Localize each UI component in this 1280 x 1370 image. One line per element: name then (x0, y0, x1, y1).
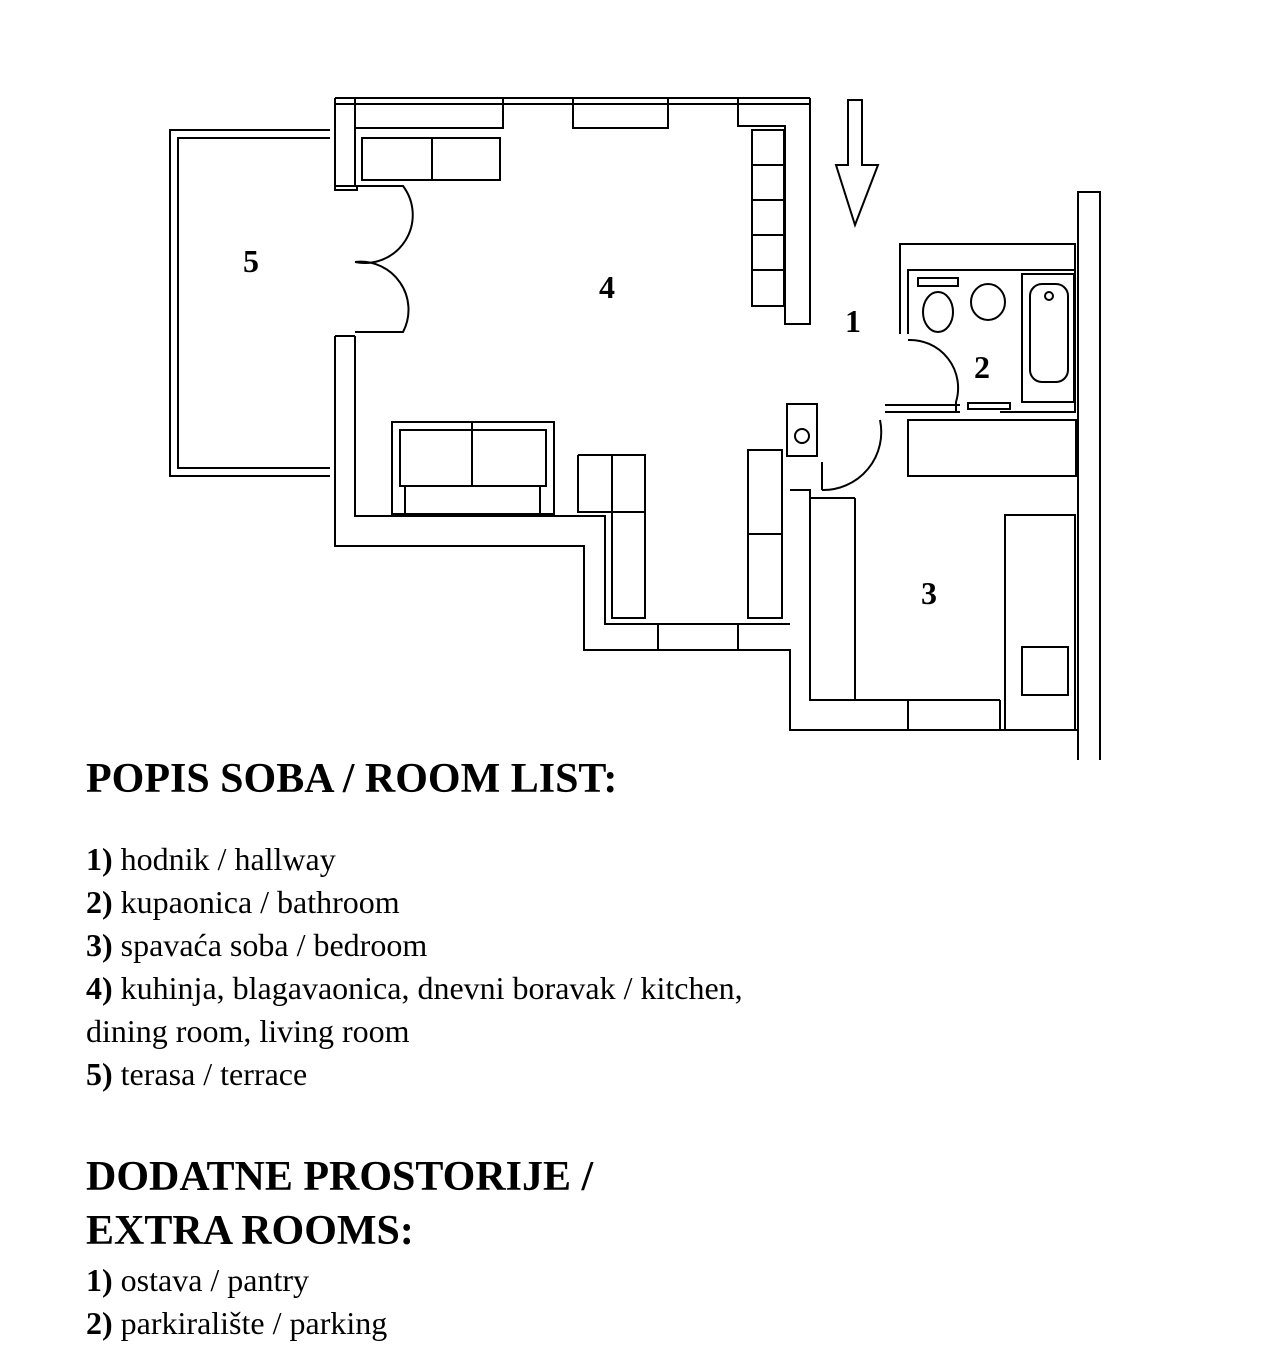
list-item (86, 1053, 743, 1096)
item-text: hodnik / hallway (120, 841, 336, 877)
item-number: 1) (86, 1262, 113, 1298)
list-item (86, 1302, 387, 1345)
item-text: ostava / pantry (120, 1262, 310, 1298)
terrace-door-top (355, 186, 413, 263)
left-wall-upper (335, 98, 355, 186)
room-list (86, 838, 743, 1096)
extra-rooms-list (86, 1259, 387, 1345)
sink-icon (971, 284, 1005, 320)
window-left (355, 98, 503, 128)
room-list-heading-block (86, 752, 617, 806)
item-number: 5) (86, 1056, 113, 1092)
room-number-2: 2 (974, 349, 990, 385)
bedroom-wardrobe (908, 420, 1076, 476)
item-text: kupaonica / bathroom (120, 884, 400, 920)
item-number: 2) (86, 884, 113, 920)
item-text: kuhinja, blagavaonica, dnevni boravak / kitchen, (120, 970, 743, 1006)
item-text: terasa / terrace (120, 1056, 308, 1092)
room-number-1: 1 (845, 303, 861, 339)
bath-mat (968, 403, 1010, 409)
list-item (86, 967, 743, 1010)
item-text: dining room, living room (86, 1013, 410, 1049)
left-wall-lower-inner (355, 336, 790, 624)
bed (1005, 515, 1075, 730)
extra-rooms-heading-line2: EXTRA ROOMS: (86, 1208, 414, 1254)
list-item (86, 924, 743, 967)
item-text: parkiralište / parking (120, 1305, 388, 1341)
list-item (86, 1259, 387, 1302)
window-bottom (658, 624, 738, 650)
list-item (86, 881, 743, 924)
item-text: spavaća soba / bedroom (120, 927, 428, 963)
bedroom-wall-left (790, 490, 1000, 700)
room-list-heading: POPIS SOBA / ROOM LIST: (86, 756, 618, 802)
extra-rooms-heading-line1: DODATNE PROSTORIJE / (86, 1154, 594, 1200)
toilet-tank (918, 278, 958, 286)
item-number: 1) (86, 841, 113, 877)
item-number: 3) (86, 927, 113, 963)
list-item-continuation (86, 1010, 743, 1053)
left-wall-lower (335, 336, 1078, 730)
left-wall-stub (335, 186, 357, 190)
bedroom-door (822, 420, 881, 490)
terrace-inner-outline (178, 138, 330, 468)
bathroom-door (908, 340, 958, 412)
toilet-icon (923, 292, 953, 332)
kitchen-counter-right (752, 130, 784, 306)
room-number-4: 4 (599, 269, 615, 305)
room-number-3: 3 (921, 575, 937, 611)
terrace-door-bottom (355, 262, 409, 332)
extra-rooms-heading-block (86, 1150, 593, 1258)
room-number-5: 5 (243, 243, 259, 279)
terrace-outline (170, 130, 330, 476)
list-item (86, 838, 743, 881)
item-number: 4) (86, 970, 113, 1006)
entrance-arrow-icon (836, 100, 878, 225)
right-wall (1078, 192, 1100, 760)
kitchen-wall-right (738, 98, 810, 324)
window-middle (573, 98, 668, 128)
nightstand (1022, 647, 1068, 695)
item-number: 2) (86, 1305, 113, 1341)
